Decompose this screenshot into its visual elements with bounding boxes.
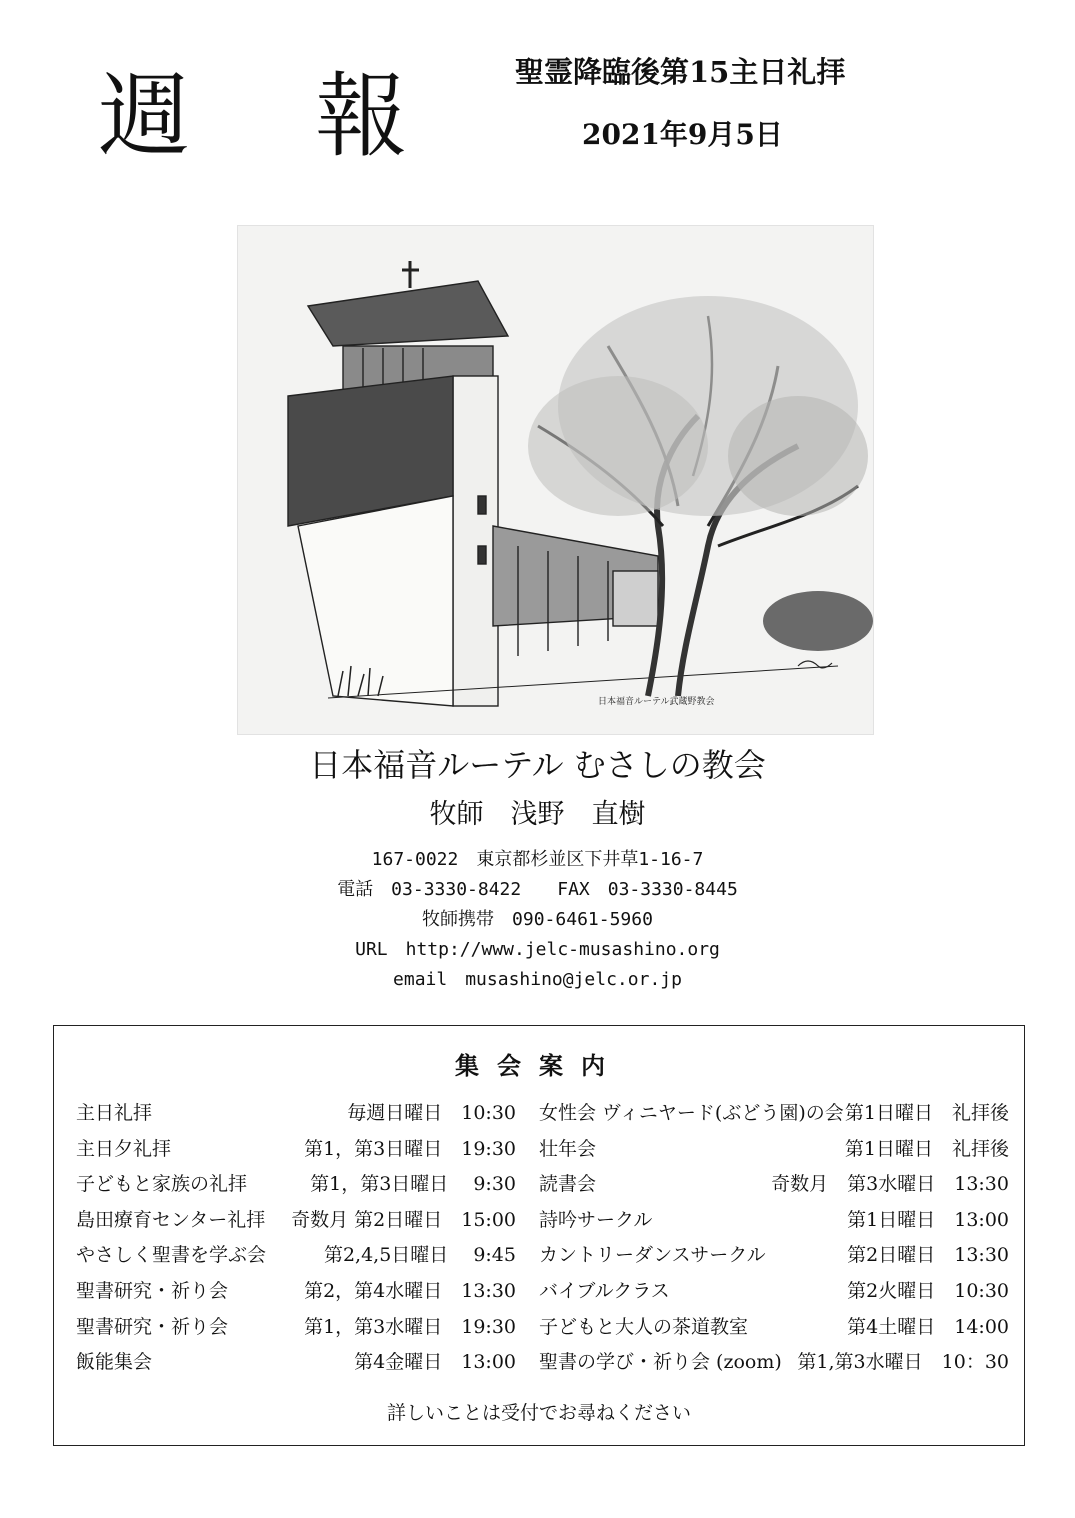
- meeting-row: [539, 1132, 1009, 1168]
- meeting-row: [76, 1345, 516, 1381]
- meeting-name: 聖書研究・祈り会: [76, 1279, 229, 1302]
- service-subtitle: 聖霊降臨後第15主日礼拝: [515, 55, 846, 89]
- meeting-schedule: 第1,第3水曜日 10：30: [797, 1351, 1009, 1374]
- meeting-schedule: 奇数月 第3水曜日 13:30: [771, 1173, 1009, 1196]
- meeting-row: [539, 1310, 1009, 1346]
- meeting-row: [539, 1096, 1009, 1132]
- meeting-schedule: 第1，第3日曜日 9:30: [310, 1173, 516, 1196]
- meeting-schedule: 第4土曜日 14:00: [847, 1315, 1009, 1338]
- meeting-name: やさしく聖書を学ぶ会: [76, 1244, 267, 1267]
- meeting-name: 女性会 ヴィニヤード(ぶどう園)の会: [539, 1102, 844, 1124]
- church-sketch-image: [238, 226, 873, 734]
- meeting-row: [76, 1132, 516, 1168]
- meetings-right-column: [539, 1096, 1009, 1381]
- meeting-name: 飯能集会: [76, 1351, 153, 1374]
- bulletin-date: 2021年9月5日: [582, 118, 783, 151]
- phone-fax: 電話 03-3330-8422 FAX 03-3330-8445: [337, 879, 738, 900]
- pastor-mobile: 牧師携帯 090-6461-5960: [422, 909, 653, 930]
- meeting-name: 子どもと家族の礼拝: [76, 1173, 248, 1196]
- meeting-row: [539, 1345, 1009, 1381]
- meeting-name: 島田療育センター礼拝: [76, 1208, 266, 1231]
- meetings-title: 集会案内: [455, 1051, 623, 1080]
- meeting-row: [76, 1238, 516, 1274]
- meeting-schedule: 第1日曜日 13:00: [847, 1208, 1009, 1231]
- meeting-schedule: 第2，第4水曜日 13:30: [304, 1279, 516, 1302]
- meeting-name: 子どもと大人の茶道教室: [539, 1315, 749, 1338]
- church-illustration: [237, 225, 874, 735]
- meetings-note: 詳しいことは受付でお尋ねください: [386, 1402, 691, 1424]
- meeting-schedule: 毎週日曜日 10:30: [347, 1102, 516, 1124]
- meeting-row: [539, 1203, 1009, 1239]
- meeting-schedule: 第1日曜日 礼拝後: [844, 1137, 1009, 1160]
- contact-block: [0, 845, 1075, 995]
- meeting-row: [76, 1167, 516, 1203]
- meeting-name: 主日礼拝: [76, 1102, 153, 1124]
- meeting-name: 読書会: [539, 1173, 597, 1196]
- meeting-row: [76, 1274, 516, 1310]
- website-url: URL http://www.jelc-musashino.org: [355, 939, 720, 960]
- meeting-schedule: 第2火曜日 10:30: [847, 1279, 1009, 1302]
- meetings-box: [53, 1025, 1025, 1446]
- meeting-schedule: 第2日曜日 13:30: [847, 1244, 1009, 1267]
- meeting-schedule: 第1日曜日 礼拝後: [844, 1102, 1009, 1124]
- illustration-caption: 日本福音ルーテル武蔵野教会: [598, 697, 715, 707]
- church-name: 日本福音ルーテル むさしの教会: [309, 746, 766, 784]
- meeting-schedule: 第1，第3水曜日 19:30: [304, 1315, 516, 1338]
- meeting-schedule: 第1，第3日曜日 19:30: [304, 1137, 516, 1160]
- meeting-schedule: 第2,4,5日曜日 9:45: [323, 1244, 516, 1267]
- bulletin-title: 週 報: [98, 63, 456, 170]
- meeting-name: バイブルクラス: [539, 1279, 670, 1302]
- meeting-name: 聖書研究・祈り会: [76, 1315, 229, 1338]
- meeting-schedule: 奇数月 第2日曜日 15:00: [291, 1208, 516, 1231]
- meeting-name: カントリーダンスサークル: [539, 1244, 766, 1267]
- meeting-row: [76, 1096, 516, 1132]
- meeting-row: [539, 1274, 1009, 1310]
- meetings-left-column: [76, 1096, 516, 1381]
- meeting-name: 聖書の学び・祈り会 (zoom): [539, 1351, 782, 1374]
- meeting-row: [76, 1310, 516, 1346]
- meeting-name: 主日夕礼拝: [76, 1137, 172, 1160]
- meeting-row: [76, 1203, 516, 1239]
- email-address: email musashino@jelc.or.jp: [393, 969, 682, 990]
- pastor-name: 牧師 浅野 直樹: [429, 799, 646, 830]
- address: 167-0022 東京都杉並区下井草1-16-7: [371, 849, 704, 870]
- meeting-row: [539, 1238, 1009, 1274]
- meeting-name: 詩吟サークル: [539, 1208, 653, 1231]
- meeting-schedule: 第4金曜日 13:00: [354, 1351, 516, 1374]
- meeting-name: 壮年会: [539, 1137, 597, 1160]
- meeting-row: [539, 1167, 1009, 1203]
